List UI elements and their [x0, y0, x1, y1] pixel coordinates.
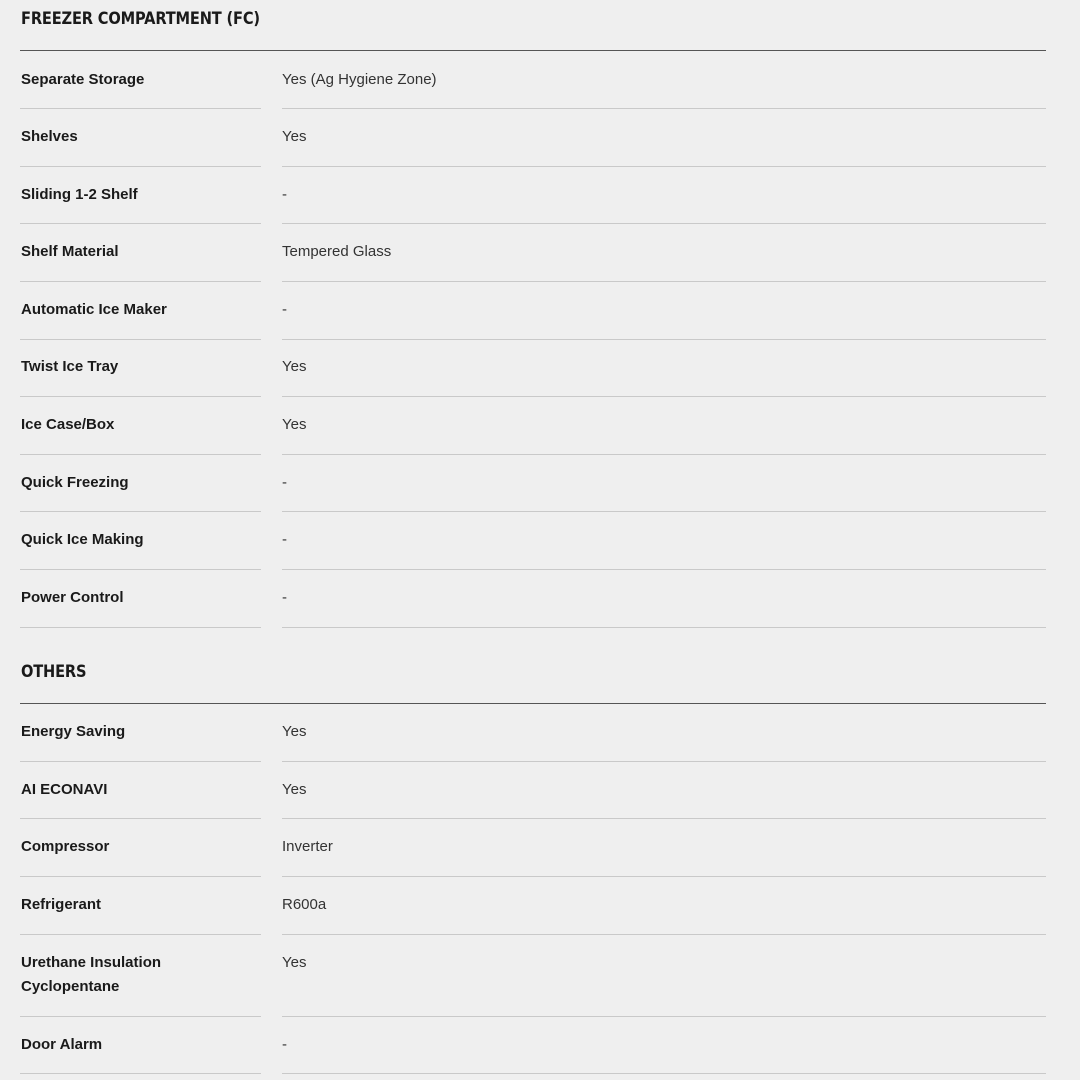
spec-label: Shelves [21, 128, 78, 145]
row-divider [282, 818, 1046, 819]
section-divider [20, 703, 1046, 704]
spec-value: - [282, 531, 287, 548]
row-divider [20, 1073, 261, 1074]
row-divider [282, 511, 1046, 512]
row-divider [282, 761, 1046, 762]
spec-label: Compressor [21, 838, 110, 855]
spec-label: Energy Saving [21, 723, 126, 740]
row-divider [20, 627, 261, 628]
spec-label: Ice Case/Box [21, 416, 115, 433]
row-divider [282, 1016, 1046, 1017]
spec-value: - [282, 186, 287, 203]
spec-value: R600a [282, 896, 327, 913]
row-divider [282, 223, 1046, 224]
row-divider [20, 1016, 261, 1017]
spec-value: - [282, 1036, 287, 1053]
row-divider [282, 454, 1046, 455]
section-divider [20, 50, 1046, 51]
row-divider [282, 281, 1046, 282]
row-divider [282, 339, 1046, 340]
row-divider [20, 339, 261, 340]
spec-value: Yes [282, 128, 307, 145]
spec-label: Power Control [21, 589, 124, 606]
spec-label: Twist Ice Tray [21, 358, 119, 375]
row-divider [282, 876, 1046, 877]
row-divider [282, 569, 1046, 570]
spec-value: - [282, 474, 287, 491]
spec-value: - [282, 589, 287, 606]
spec-value: Inverter [282, 838, 333, 855]
row-divider [282, 396, 1046, 397]
row-divider [20, 818, 261, 819]
section-title: OTHERS [21, 662, 87, 682]
spec-value: Tempered Glass [282, 243, 392, 260]
row-divider [282, 934, 1046, 935]
spec-value: Yes [282, 358, 307, 375]
row-divider [20, 511, 261, 512]
row-divider [282, 627, 1046, 628]
spec-value: - [282, 301, 287, 318]
spec-value: Yes [282, 723, 307, 740]
spec-label: Sliding 1-2 Shelf [21, 186, 138, 203]
row-divider [20, 396, 261, 397]
spec-label: Shelf Material [21, 243, 119, 260]
section-title: FREEZER COMPARTMENT (FC) [21, 9, 260, 29]
spec-value: Yes (Ag Hygiene Zone) [282, 71, 437, 88]
spec-label: AI ECONAVI [21, 781, 108, 798]
row-divider [282, 108, 1046, 109]
spec-label: Automatic Ice Maker [21, 301, 167, 318]
row-divider [20, 281, 261, 282]
row-divider [282, 166, 1046, 167]
row-divider [20, 569, 261, 570]
spec-label: Refrigerant [21, 896, 102, 913]
spec-value: Yes [282, 416, 307, 433]
row-divider [20, 876, 261, 877]
spec-value: Yes [282, 781, 307, 798]
spec-label: Quick Freezing [21, 474, 129, 491]
spec-label: Door Alarm [21, 1036, 103, 1053]
spec-value: Yes [282, 954, 307, 971]
row-divider [20, 223, 261, 224]
row-divider [20, 454, 261, 455]
row-divider [20, 108, 261, 109]
row-divider [20, 934, 261, 935]
row-divider [20, 166, 261, 167]
spec-label: Separate Storage [21, 71, 145, 88]
row-divider [20, 761, 261, 762]
spec-label: Quick Ice Making [21, 531, 144, 548]
row-divider [282, 1073, 1046, 1074]
spec-label: Urethane Insulation Cyclopentane [21, 954, 162, 995]
